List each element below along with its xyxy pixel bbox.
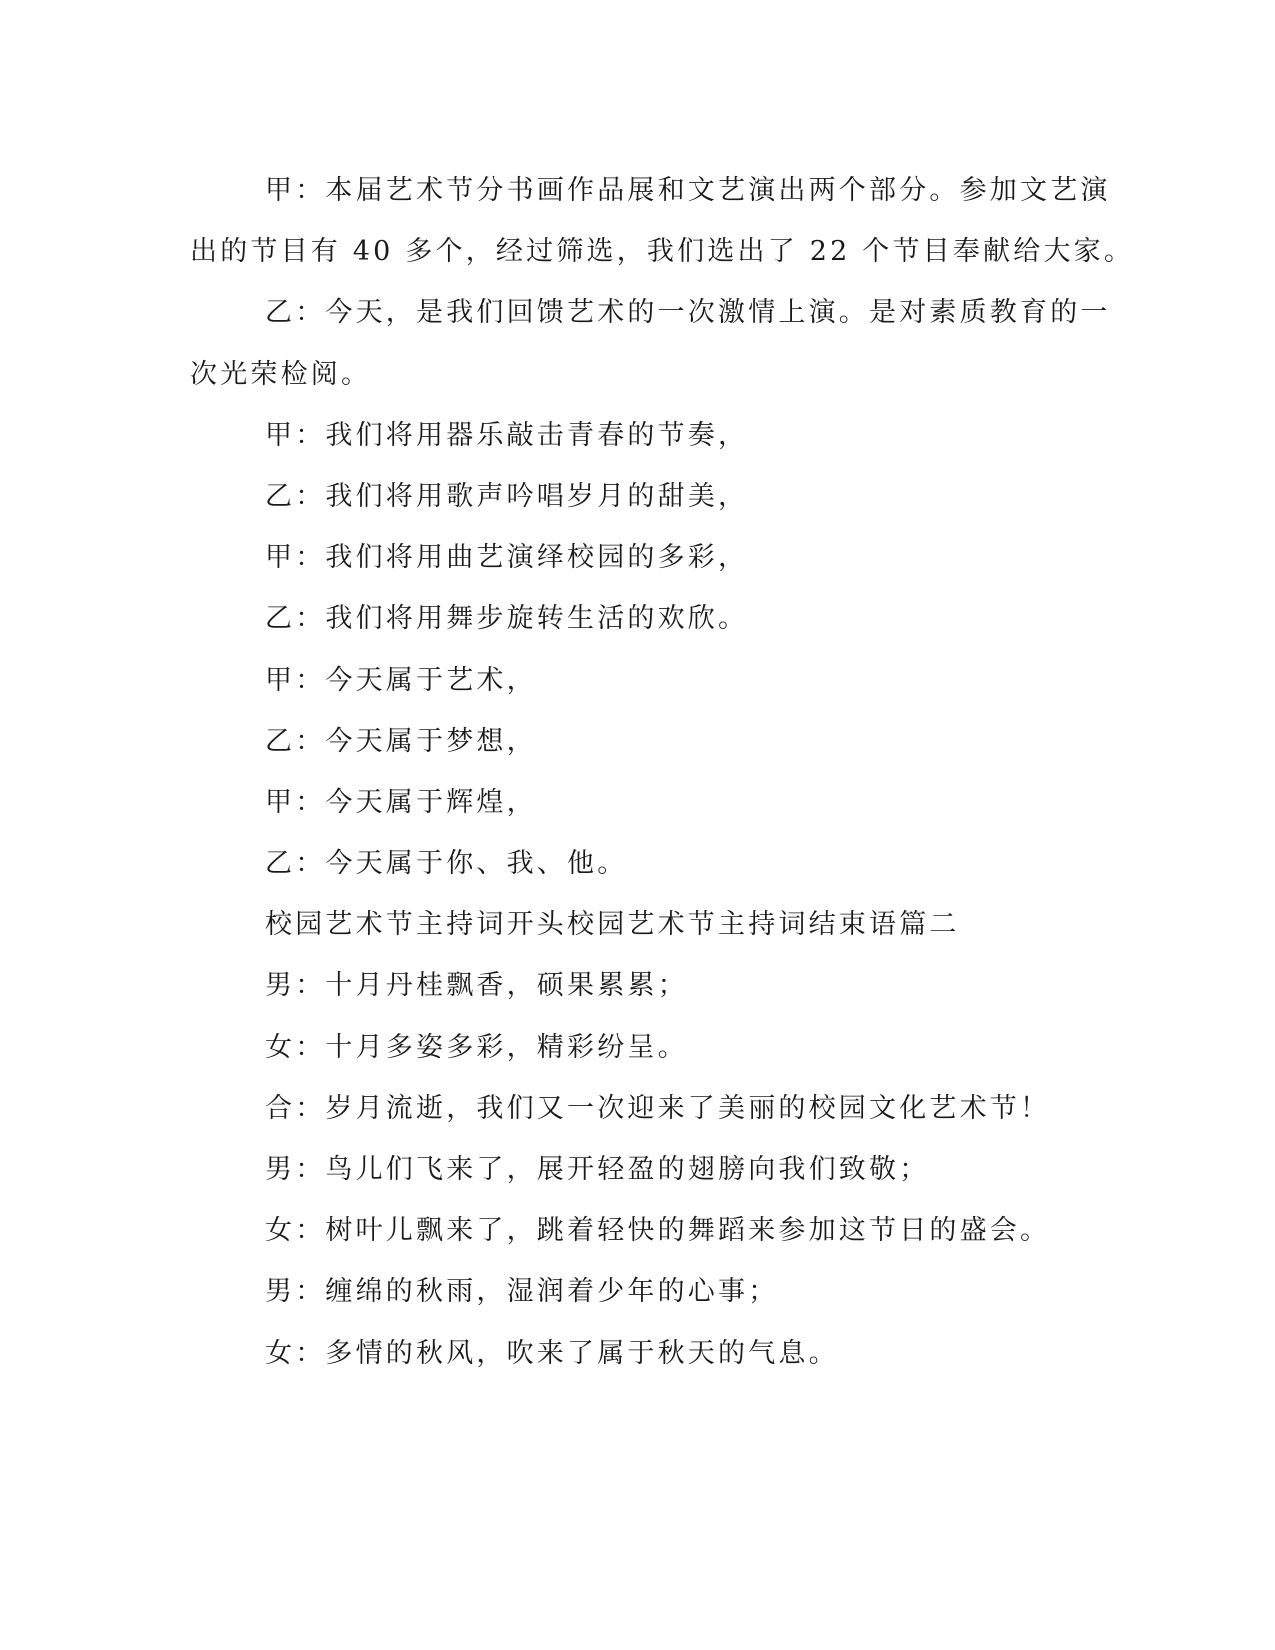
dialogue-line: 甲：今天属于艺术，	[265, 664, 537, 696]
paragraph-2-line-1: 乙：今天，是我们回馈艺术的一次激情上演。是对素质教育的一	[265, 297, 1111, 329]
document-body	[190, 160, 1135, 1384]
dialogue-line: 男：十月丹桂飘香，硕果累累；	[265, 970, 688, 1002]
section-heading: 校园艺术节主持词开头校园艺术节主持词结束语篇二	[265, 909, 960, 941]
paragraph-1-line-1: 甲：本届艺术节分书画作品展和文艺演出两个部分。参加文艺演	[265, 175, 1111, 206]
dialogue-line: 男：鸟儿们飞来了，展开轻盈的翅膀向我们致敬；	[265, 1154, 930, 1185]
dialogue-line: 女：十月多姿多彩，精彩纷呈。	[265, 1031, 688, 1063]
dialogue-line: 合：岁月流逝，我们又一次迎来了美丽的校园文化艺术节！	[265, 1092, 1051, 1124]
paragraph-2-line-2: 次光荣检阅。	[190, 358, 372, 390]
dialogue-line: 女：多情的秋风，吹来了属于秋天的气息。	[265, 1337, 839, 1369]
dialogue-line: 乙：今天属于梦想，	[265, 725, 537, 757]
dialogue-line: 乙：我们将用舞步旋转生活的欢欣。	[265, 603, 749, 635]
dialogue-line: 女：树叶儿飘来了，跳着轻快的舞蹈来参加这节日的盛会。	[265, 1215, 1051, 1247]
dialogue-line: 乙：我们将用歌声吟唱岁月的甜美，	[265, 480, 749, 512]
dialogue-line: 甲：我们将用曲艺演绎校园的多彩，	[265, 542, 749, 574]
dialogue-line: 甲：我们将用器乐敲击青春的节奏，	[265, 419, 749, 451]
dialogue-line: 甲：今天属于辉煌，	[265, 786, 537, 818]
dialogue-line: 男：缠绵的秋雨，湿润着少年的心事；	[265, 1276, 779, 1308]
dialogue-line: 乙：今天属于你、我、他。	[265, 848, 628, 880]
paragraph-1-line-2: 出的节目有 40 多个，经过筛选，我们选出了 22 个节目奉献给大家。	[190, 236, 1135, 268]
